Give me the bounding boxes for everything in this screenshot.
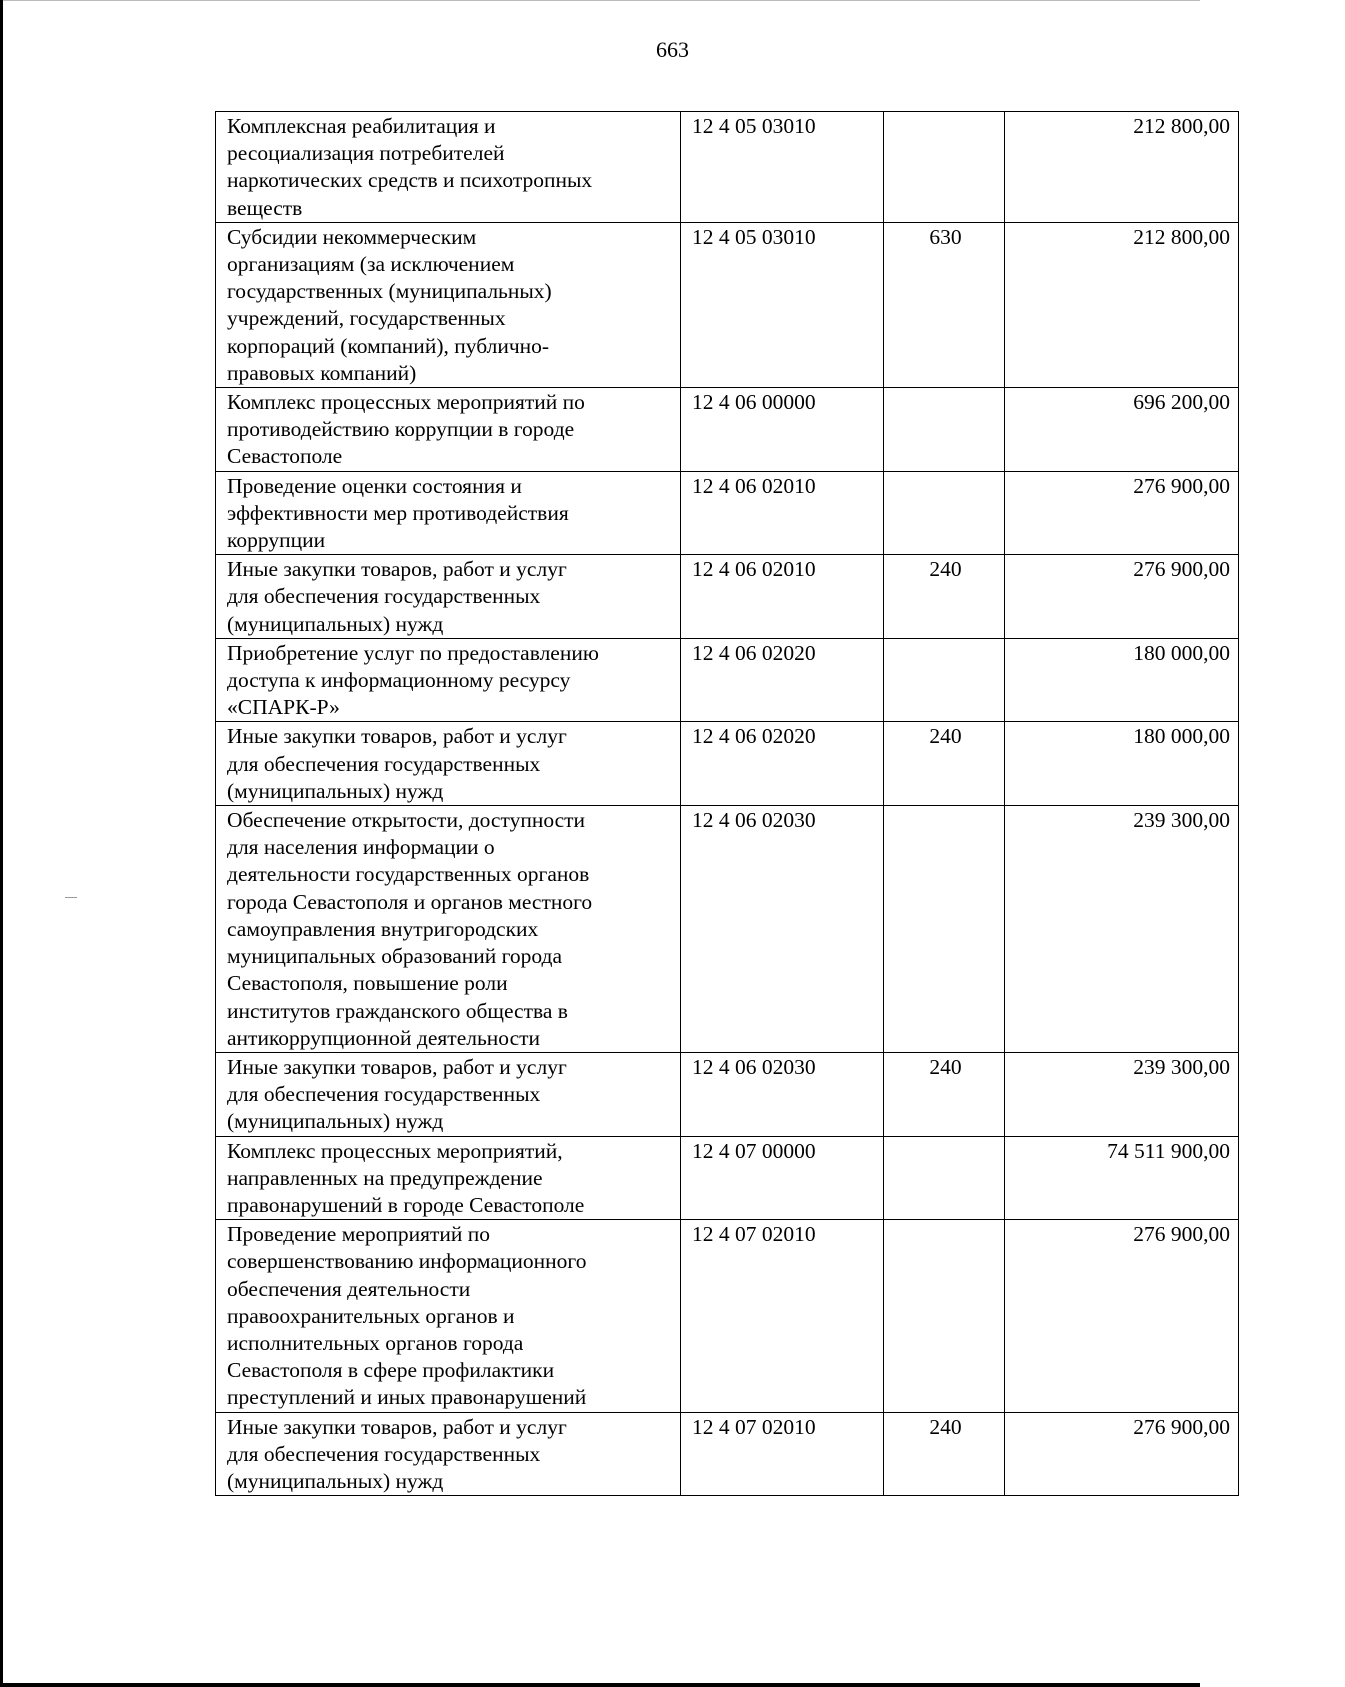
- cell-amount: 212 800,00: [1005, 222, 1239, 387]
- cell-amount: 276 900,00: [1005, 1220, 1239, 1412]
- row-name-text: Комплекс процессных мероприятий, направленных на предупреждение правонарушений в городе Севастополе: [227, 1138, 585, 1217]
- cell-target-article-code: 12 4 05 03010: [681, 222, 884, 387]
- cell-expense-type-code: 240: [884, 722, 1005, 806]
- cell-amount: 212 800,00: [1005, 112, 1239, 223]
- table-row: [216, 1220, 1239, 1412]
- row-name-text: Комплексная реабилитация и ресоциализация потребителей наркотических средств и психотропных веществ: [227, 114, 593, 220]
- margin-mark: [65, 897, 77, 898]
- table-row: [216, 471, 1239, 555]
- cell-name: [216, 722, 681, 806]
- cell-name: [216, 222, 681, 387]
- cell-amount: 276 900,00: [1005, 555, 1239, 639]
- cell-expense-type-code: [884, 638, 1005, 722]
- table-row: [216, 112, 1239, 223]
- row-name-text: Иные закупки товаров, работ и услуг для обеспечения государственных (муниципальных) нужд: [227, 1414, 567, 1493]
- page-number: 663: [656, 37, 689, 62]
- row-name-text: Иные закупки товаров, работ и услуг для обеспечения государственных (муниципальных) нужд: [227, 724, 567, 803]
- cell-name: [216, 112, 681, 223]
- cell-expense-type-code: 630: [884, 222, 1005, 387]
- scan-edge-top: [0, 0, 1200, 1]
- cell-amount: 696 200,00: [1005, 388, 1239, 472]
- cell-target-article-code: 12 4 06 02010: [681, 471, 884, 555]
- table-row: [216, 222, 1239, 387]
- row-name-text: Проведение мероприятий по совершенствованию информационного обеспечения деятельности правоохранительных органов и исполнительных органов города Севастополя в сфере профилактики преступлений и иных правонарушений: [227, 1222, 587, 1410]
- cell-name: [216, 806, 681, 1053]
- cell-expense-type-code: [884, 388, 1005, 472]
- table-row: [216, 806, 1239, 1053]
- table-row: [216, 555, 1239, 639]
- row-name-text: Иные закупки товаров, работ и услуг для обеспечения государственных (муниципальных) нужд: [227, 557, 567, 636]
- cell-expense-type-code: 240: [884, 1412, 1005, 1496]
- cell-expense-type-code: 240: [884, 1052, 1005, 1136]
- table-row: [216, 388, 1239, 472]
- cell-amount: 239 300,00: [1005, 1052, 1239, 1136]
- cell-target-article-code: 12 4 06 02020: [681, 722, 884, 806]
- budget-table: [215, 111, 1239, 1496]
- cell-name: [216, 1052, 681, 1136]
- row-name-text: Проведение оценки состояния и эффективности мер противодействия коррупции: [227, 473, 569, 553]
- table-row: [216, 1412, 1239, 1496]
- cell-amount: 180 000,00: [1005, 638, 1239, 722]
- cell-expense-type-code: [884, 1136, 1005, 1220]
- scan-edge-left: [0, 0, 3, 1687]
- scan-edge-bottom: [0, 1683, 1200, 1687]
- cell-expense-type-code: [884, 806, 1005, 1053]
- cell-expense-type-code: [884, 1220, 1005, 1412]
- row-name-text: Иные закупки товаров, работ и услуг для обеспечения государственных (муниципальных) нужд: [227, 1054, 567, 1134]
- cell-amount: 74 511 900,00: [1005, 1136, 1239, 1220]
- row-name-text: Комплекс процессных мероприятий по противодействию коррупции в городе Севастополе: [227, 390, 585, 469]
- cell-name: [216, 1136, 681, 1220]
- table-row: [216, 722, 1239, 806]
- cell-amount: 180 000,00: [1005, 722, 1239, 806]
- cell-target-article-code: 12 4 06 02010: [681, 555, 884, 639]
- cell-amount: 276 900,00: [1005, 1412, 1239, 1496]
- cell-name: [216, 388, 681, 472]
- cell-target-article-code: 12 4 06 02030: [681, 1052, 884, 1136]
- table-body: [216, 112, 1239, 1496]
- cell-target-article-code: 12 4 07 02010: [681, 1412, 884, 1496]
- row-name-text: Обеспечение открытости, доступности для населения информации о деятельности государственных органов города Севастополя и органов местного самоуправления внутригородских муниципальных образований города Севастополя, повышение роли институтов гражданского общества в антикоррупционной деятельности: [227, 808, 593, 1050]
- cell-target-article-code: 12 4 06 02020: [681, 638, 884, 722]
- cell-name: [216, 471, 681, 555]
- cell-target-article-code: 12 4 06 00000: [681, 388, 884, 472]
- cell-name: [216, 555, 681, 639]
- row-name-text: Субсидии некоммерческим организациям (за исключением государственных (муниципальных) учреждений, государственных корпораций (компаний), публично- правовых компаний): [227, 224, 552, 385]
- row-name-text: Приобретение услуг по предоставлению доступа к информационному ресурсу «СПАРК-Р»: [227, 640, 599, 720]
- cell-name: [216, 1220, 681, 1412]
- cell-name: [216, 1412, 681, 1496]
- cell-name: [216, 638, 681, 722]
- cell-target-article-code: 12 4 05 03010: [681, 112, 884, 223]
- cell-target-article-code: 12 4 07 00000: [681, 1136, 884, 1220]
- cell-amount: 276 900,00: [1005, 471, 1239, 555]
- cell-target-article-code: 12 4 06 02030: [681, 806, 884, 1053]
- cell-amount: 239 300,00: [1005, 806, 1239, 1053]
- table-row: [216, 1052, 1239, 1136]
- cell-expense-type-code: 240: [884, 555, 1005, 639]
- cell-expense-type-code: [884, 471, 1005, 555]
- cell-expense-type-code: [884, 112, 1005, 223]
- cell-target-article-code: 12 4 07 02010: [681, 1220, 884, 1412]
- table-row: [216, 638, 1239, 722]
- table-row: [216, 1136, 1239, 1220]
